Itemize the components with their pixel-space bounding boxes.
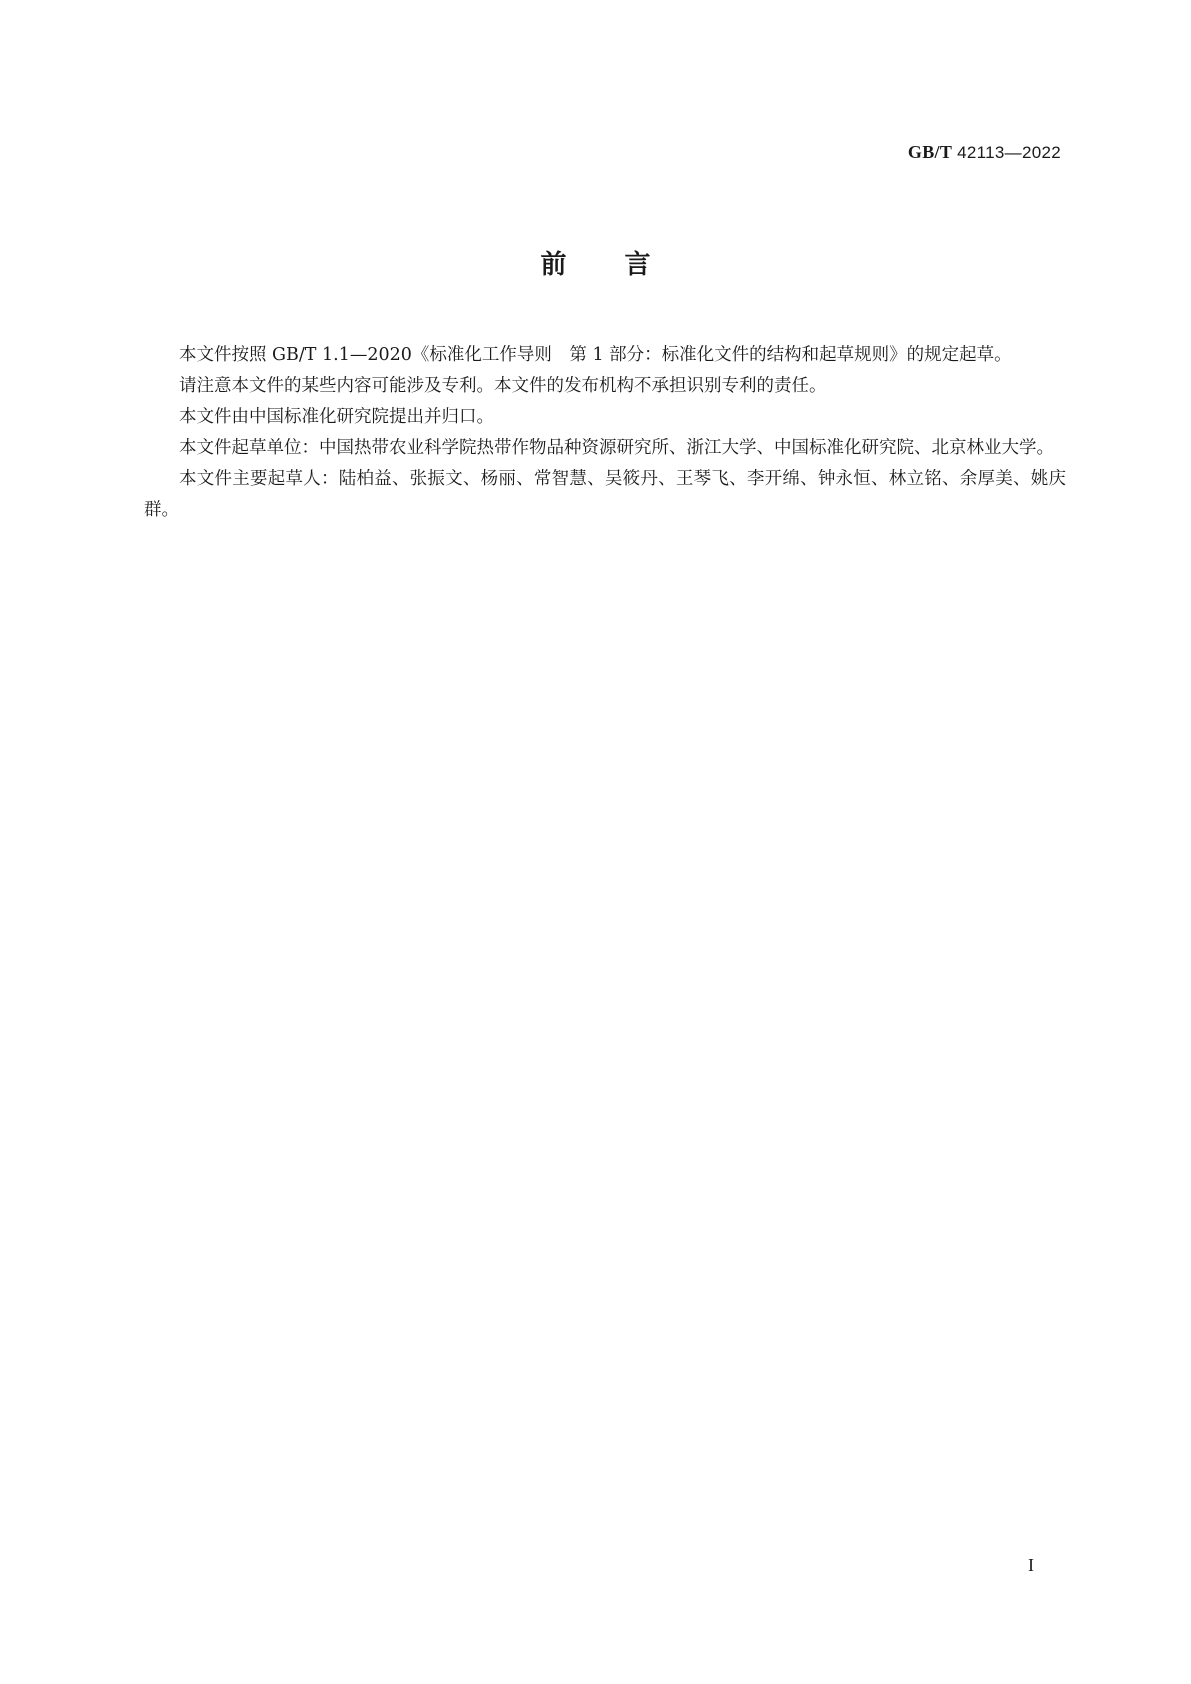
paragraph-patent-notice: 请注意本文件的某些内容可能涉及专利。本文件的发布机构不承担识别专利的责任。: [179, 376, 827, 396]
paragraph-drafting-rules: 本文件按照 GB/T 1.1—2020《标准化工作导则 第 1 部分：标准化文件的结构和起草规则》的规定起草。: [179, 345, 1012, 365]
standard-number-value: 42113—2022: [957, 143, 1061, 162]
paragraph-proposer: 本文件由中国标准化研究院提出并归口。: [179, 407, 494, 427]
paragraph-drafting-units: 本文件起草单位：中国热带农业科学院热带作物品种资源研究所、浙江大学、中国标准化研究院、北京林业大学。: [179, 438, 1054, 458]
foreword-body: [144, 340, 1066, 526]
page-number: I: [1028, 1555, 1034, 1575]
page-title: 前言: [540, 250, 709, 280]
standard-code: GB/T: [907, 142, 953, 162]
standard-number: [908, 142, 1061, 163]
paragraph-drafters: 本文件主要起草人：陆柏益、张振文、杨丽、常智慧、吴筱丹、王琴飞、李开绵、钟永恒、林立铭、余厚美、姚庆群。: [144, 469, 1066, 520]
